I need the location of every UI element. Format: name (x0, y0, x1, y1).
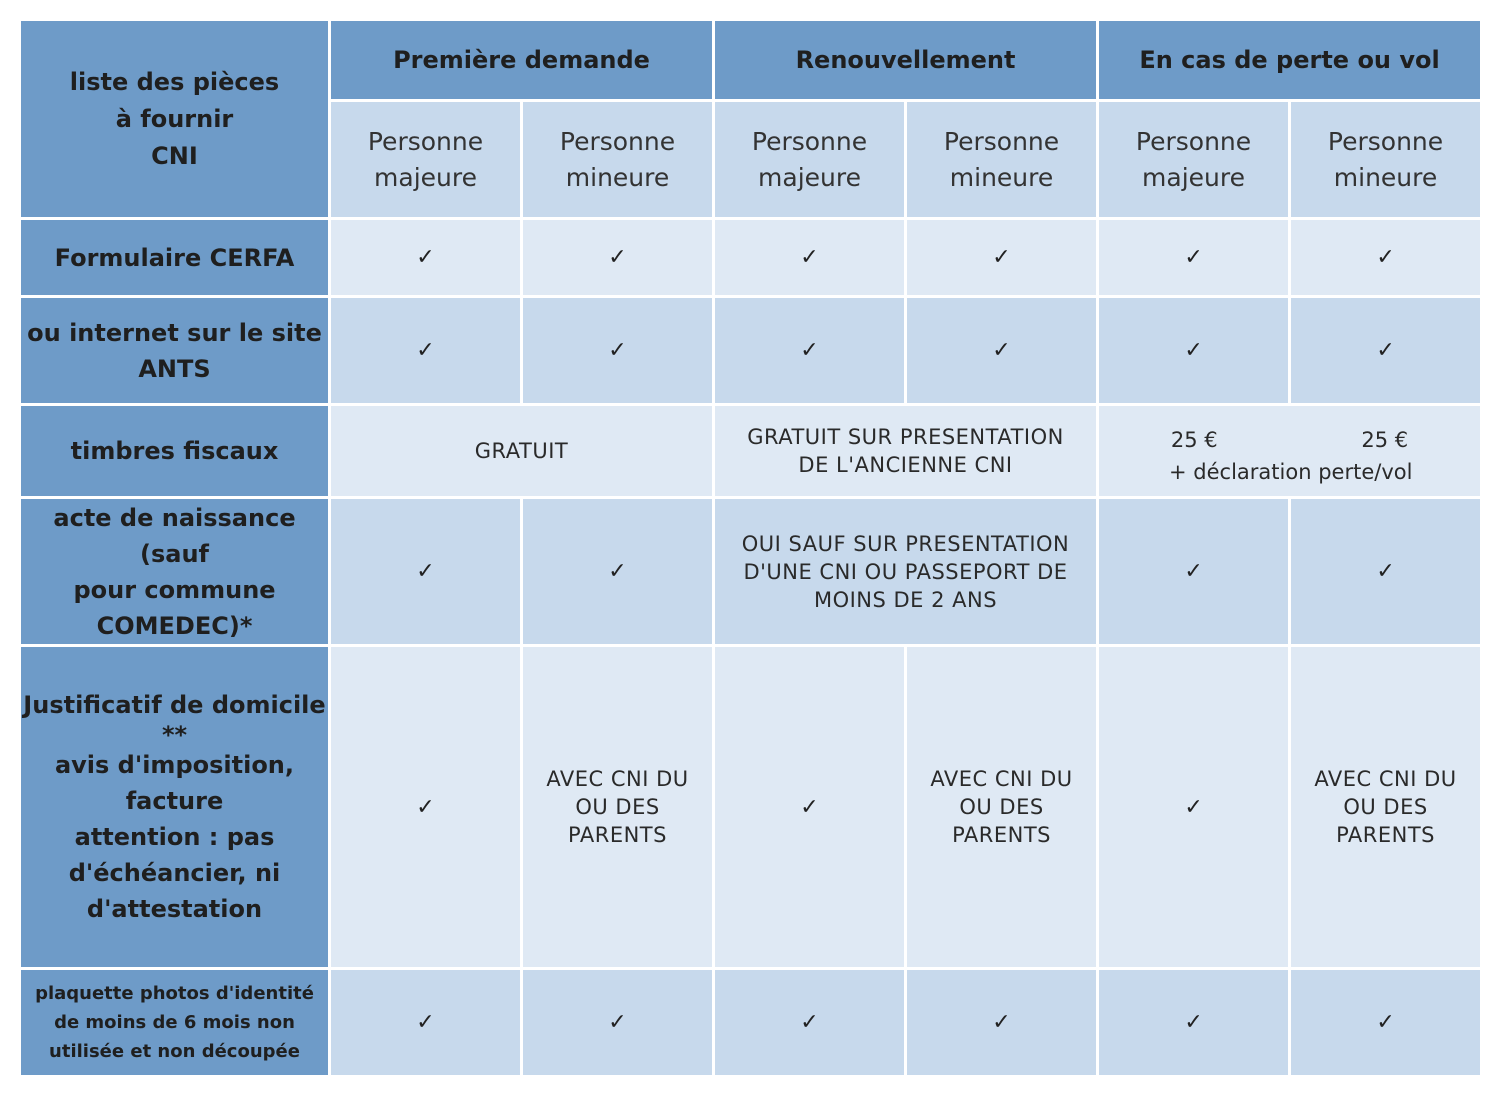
row-label: acte de naissance (sauf pour commune COMEDEC)* (21, 499, 328, 644)
check-icon: ✓ (523, 220, 712, 295)
timbres-premiere-value: GRATUIT (331, 406, 712, 496)
domicile-mineure-value: AVEC CNI DU OU DES PARENTS (1291, 647, 1480, 967)
row-timbres-fiscaux (21, 406, 1480, 496)
check-icon: ✓ (1099, 647, 1288, 967)
row-label: timbres fiscaux (21, 406, 328, 496)
row-acte-naissance (21, 499, 1480, 644)
check-icon: ✓ (1099, 220, 1288, 295)
timbres-perte-mineure: 25 € (1361, 428, 1409, 452)
check-icon: ✓ (331, 220, 520, 295)
group-premiere-demande: Première demande (331, 21, 712, 99)
check-icon: ✓ (1291, 298, 1480, 403)
sub-header-mineure: Personne mineure (523, 102, 712, 217)
pieces-cni-table (18, 18, 1483, 1078)
timbres-perte-value (1099, 406, 1480, 496)
domicile-mineure-value: AVEC CNI DU OU DES PARENTS (907, 647, 1096, 967)
timbres-perte-majeure: 25 € (1170, 428, 1218, 452)
check-icon: ✓ (331, 499, 520, 644)
timbres-perte-note: + déclaration perte/vol (1169, 460, 1413, 484)
check-icon: ✓ (715, 220, 904, 295)
sub-header-majeure: Personne majeure (1099, 102, 1288, 217)
row-label: Justificatif de domicile ** avis d'imposition, facture attention : pas d'échéancier, ni d'attestation (21, 647, 328, 967)
row-internet-ants (21, 298, 1480, 403)
row-label: Formulaire CERFA (21, 220, 328, 295)
row-formulaire-cerfa (21, 220, 1480, 295)
row-justificatif-domicile (21, 647, 1480, 967)
row-plaquette-photos (21, 970, 1480, 1075)
sub-header-mineure: Personne mineure (907, 102, 1096, 217)
check-icon: ✓ (331, 970, 520, 1075)
naissance-renouvellement-value: OUI SAUF SUR PRESENTATION D'UNE CNI OU PASSEPORT DE MOINS DE 2 ANS (715, 499, 1096, 644)
domicile-mineure-value: AVEC CNI DU OU DES PARENTS (523, 647, 712, 967)
check-icon: ✓ (1099, 499, 1288, 644)
row-label: ou internet sur le site ANTS (21, 298, 328, 403)
document-table-wrapper (18, 18, 1478, 1078)
corner-header (21, 21, 328, 217)
sub-header-mineure: Personne mineure (1291, 102, 1480, 217)
check-icon: ✓ (715, 298, 904, 403)
group-renouvellement: Renouvellement (715, 21, 1096, 99)
check-icon: ✓ (907, 970, 1096, 1075)
check-icon: ✓ (1291, 220, 1480, 295)
sub-header-majeure: Personne majeure (715, 102, 904, 217)
row-label: plaquette photos d'identité de moins de 6 mois non utilisée et non découpée (21, 970, 328, 1075)
check-icon: ✓ (1099, 970, 1288, 1075)
check-icon: ✓ (1099, 298, 1288, 403)
corner-line: CNI (151, 141, 198, 170)
check-icon: ✓ (907, 220, 1096, 295)
check-icon: ✓ (523, 970, 712, 1075)
check-icon: ✓ (1291, 970, 1480, 1075)
check-icon: ✓ (523, 499, 712, 644)
check-icon: ✓ (1291, 499, 1480, 644)
check-icon: ✓ (715, 970, 904, 1075)
group-perte-vol: En cas de perte ou vol (1099, 21, 1480, 99)
check-icon: ✓ (331, 647, 520, 967)
check-icon: ✓ (331, 298, 520, 403)
timbres-renouvellement-value: GRATUIT SUR PRESENTATION DE L'ANCIENNE CNI (715, 406, 1096, 496)
check-icon: ✓ (907, 298, 1096, 403)
corner-line: liste des pièces (69, 67, 280, 96)
check-icon: ✓ (715, 647, 904, 967)
sub-header-majeure: Personne majeure (331, 102, 520, 217)
check-icon: ✓ (523, 298, 712, 403)
header-row-groups (21, 21, 1480, 99)
corner-line: à fournir (115, 104, 234, 133)
